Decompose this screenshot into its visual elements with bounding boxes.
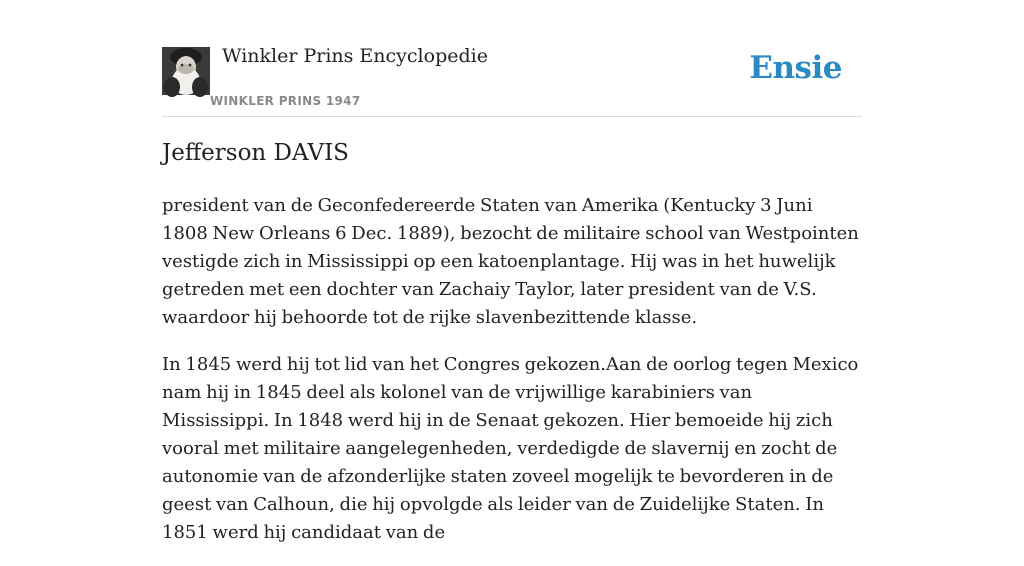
- brand-logo[interactable]: Ensie: [749, 50, 842, 86]
- source-title[interactable]: Winkler Prins Encyclopedie: [222, 45, 488, 67]
- article-paragraph: In 1845 werd hij tot lid van het Congres gekozen.Aan de oorlog tegen Mexico nam hij in 1845 deel als kolonel van de vrijwillige karabiniers van Mississippi. In 1848 werd hij in de Senaat gekozen. Hier bemoeide hij zich vooral met militaire aangelegenheden, verdedigde de slavernij en zocht de autonomie van de afzonderlijke staten zoveel mogelijk te bevorderen in de geest van Calhoun, die hij opvolgde als leider van de Zuidelijke Staten. In 1851 werd hij candidaat van de: [162, 354, 859, 543]
- page-container: [162, 0, 862, 543]
- page-header: [162, 0, 862, 117]
- article-body: [162, 192, 862, 566]
- article-paragraph: president van de Geconfedereerde Staten van Amerika (Kentucky 3 Juni 1808 New Orleans 6 Dec. 1889), bezocht de militaire school van Westpointen vestigde zich in Mississippi op een katoenplantage. Hij was in het huwelijk getreden met een dochter van Zachaiy Taylor, later president van de V.S. waardoor hij behoorde tot de rijke slavenbezittende klasse.: [162, 195, 859, 328]
- page-title: Jefferson DAVIS: [162, 140, 349, 166]
- source-subtitle[interactable]: WINKLER PRINS 1947: [210, 94, 361, 108]
- bearded-man-portrait-icon: [162, 47, 210, 95]
- source-avatar[interactable]: [162, 47, 210, 95]
